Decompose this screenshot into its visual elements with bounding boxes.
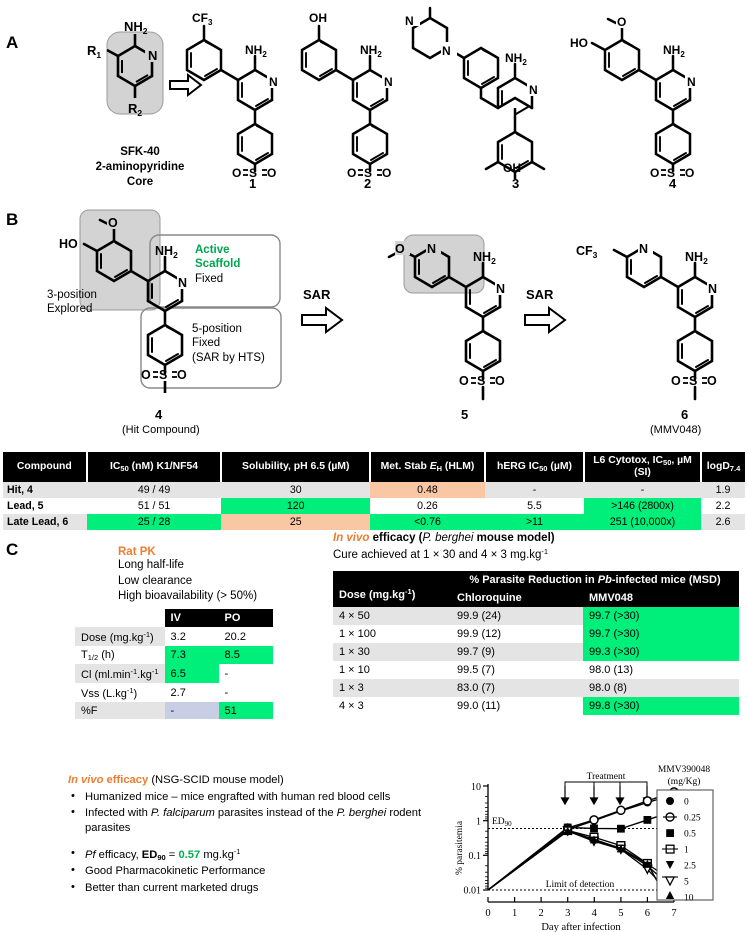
eff-dose: 1 × 3 [333, 679, 451, 697]
callout-5-line1: 5-position [192, 323, 242, 335]
cell-compound [3, 498, 87, 514]
list-item: • Humanized mice – mice engrafted with human red blood cells [68, 790, 458, 805]
eff-dose: 4 × 50 [333, 607, 451, 625]
cell-herg: >11 [485, 514, 584, 530]
svg-text:O: O [495, 374, 505, 388]
pk-row-label: Vss $(L.kg^{-1})$ [75, 683, 165, 702]
pk-row [75, 627, 273, 646]
pk-po-value: 20.2 [219, 627, 273, 646]
cell-herg: 5.5 [485, 498, 584, 514]
pk-po-value: - [219, 664, 273, 683]
cell-solubility: 30 [221, 482, 370, 498]
eff-mmv048: 98.0 (13) [583, 661, 739, 679]
eq-sign: = [165, 849, 179, 862]
ed90-unit: $mg.kg^{-1}$ [200, 847, 241, 862]
eff-mmv048: 99.7 (>30) [583, 607, 739, 625]
svg-text:O: O [347, 166, 357, 179]
core-label-3: Core [126, 176, 154, 189]
svg-text:OH: OH [309, 11, 327, 25]
compound-3-structure [400, 4, 575, 179]
svg-text:O: O [707, 374, 717, 388]
legend-label-10: 10 [684, 893, 694, 904]
svg-text:N: N [427, 242, 437, 256]
eff-row [333, 661, 739, 679]
svg-text:O: O [671, 374, 681, 388]
pk-iv-value: 2.7 [165, 683, 219, 702]
svg-text:N: N [442, 44, 451, 58]
table-row [3, 514, 745, 530]
table-row [3, 498, 745, 514]
cell-cytotox: >146 (2800x) [584, 498, 701, 514]
eff-header-row-1 [333, 571, 739, 589]
svg-text:NH2: $NH_2$ [685, 250, 708, 266]
svg-text:O: O [395, 242, 405, 256]
legend-label-05: 0.5 [684, 829, 696, 840]
svg-text:NH2: $NH_2$ [245, 43, 267, 59]
limit-detection-annotation: Limit of detection [545, 880, 615, 890]
eff-row [333, 697, 739, 715]
svg-text:NH2: $NH_2$ [663, 43, 685, 59]
eff-chloroquine: 99.9 (24) [451, 607, 583, 625]
table-row [3, 482, 745, 498]
callout-scaffold-line2: Scaffold [195, 258, 241, 271]
series-0-line [488, 795, 674, 890]
core-label-2: 2-aminopyridine [95, 161, 185, 174]
legend-label-025: 0.25 [684, 813, 701, 824]
eff-chloroquine: 99.7 (9) [451, 643, 583, 661]
svg-text:N: N [708, 282, 718, 296]
panelb-compound4-number: 4 [155, 407, 163, 422]
eff-mmv048: 99.7 (>30) [583, 625, 739, 643]
b2-post: rodent parasites [85, 807, 422, 835]
compound-3-phenol-label: OH [503, 161, 521, 175]
svg-text:O: O [685, 166, 695, 179]
eff-chloroquine: 83.0 (7) [451, 679, 583, 697]
parasitemia-chart [452, 760, 748, 932]
list-item [68, 847, 458, 863]
legend-label-1: 1 [684, 845, 689, 856]
panel-a-letter: A [6, 33, 19, 52]
svg-text:R1: $R_1$ [87, 43, 102, 60]
eff-dose: 4 × 3 [333, 697, 451, 715]
b2-mid: parasites instead of the [214, 807, 337, 820]
eff-row [333, 625, 739, 643]
svg-text:N: N [148, 48, 158, 63]
svg-text:R2: $R_2$ [128, 101, 143, 118]
svg-text:CF3: $CF_3$ [192, 11, 213, 27]
pk-row-label: Dose $(mg.kg^{-1})$ [75, 627, 165, 646]
ytick-0-1: 0.1 [468, 851, 481, 862]
cell-metstab: <0.76 [370, 514, 485, 530]
cell-solubility: 120 [221, 498, 370, 514]
eff-row [333, 679, 739, 697]
callout-scaffold-line3: Fixed [195, 272, 224, 285]
svg-text:S: S [249, 166, 258, 179]
sar-label-2: SAR [526, 287, 554, 302]
row-label-plain: Hit, [7, 483, 25, 496]
th-solubility: Solubility, pH 6.5 (µM) [221, 452, 370, 482]
efficacy-pb-subtitle: Cure achieved at 1 × 30 and 4 × 3 $mg.kg^{-1}$ [333, 546, 549, 561]
svg-text:O: O [382, 166, 392, 179]
legend-label-25: 2.5 [684, 861, 696, 872]
th-dose: Dose $(mg.kg^{-1})$ [333, 571, 451, 607]
ytick-10: 10 [471, 782, 481, 793]
th-cytotox: L6 Cytotox, $IC_{50}$, µM (SI) [584, 452, 701, 482]
cell-compound [3, 514, 87, 530]
svg-text:CF3: $CF_3$ [576, 244, 598, 260]
svg-text:N: N [639, 242, 649, 256]
series-025-line [488, 792, 674, 890]
eff-chloroquine: 99.9 (12) [451, 625, 583, 643]
legend-marker-05 [666, 829, 674, 837]
compound-6-structure [560, 215, 740, 420]
svg-text:S: S [667, 166, 676, 179]
efficacy-pb-title-species: P. berghei [422, 532, 474, 544]
efficacy-scid-title [68, 774, 458, 786]
row-label-bold: 4 [27, 483, 33, 496]
y-axis-label: % parasitemia [455, 820, 465, 876]
cell-ic50: 51 / 51 [87, 498, 222, 514]
eff-row [333, 643, 739, 661]
sar-properties-table [3, 452, 745, 530]
list-item [68, 806, 458, 836]
svg-text:O: O [650, 166, 660, 179]
th-iv: IV [165, 609, 219, 627]
pk-iv-value: - [165, 702, 219, 719]
panel-c-letter: C [6, 540, 19, 559]
cell-ic50: 49 / 49 [87, 482, 222, 498]
eff-mmv048: 99.8 (>30) [583, 697, 739, 715]
cell-herg: - [485, 482, 584, 498]
cell-metstab: 0.26 [370, 498, 485, 514]
efficacy-pb-title [333, 531, 555, 547]
th-mmv048: MMV048 [583, 589, 739, 607]
xtick-4: 4 [591, 908, 597, 919]
svg-text:S: S [477, 374, 486, 388]
cell-compound [3, 482, 87, 498]
xtick-6: 6 [644, 908, 651, 919]
scid-bullets-2 [68, 847, 458, 895]
xtick-1: 1 [511, 908, 518, 919]
pk-po-value: 8.5 [219, 646, 273, 664]
th-ic50: $IC_{50}$ (nM) K1/NF54 [87, 452, 222, 482]
sar-label-1: SAR [303, 287, 331, 302]
scid-bullets [68, 790, 458, 836]
svg-text:N: N [405, 14, 414, 28]
pk-iv-value: 7.3 [165, 646, 219, 664]
x-axis-label: Day after infection [541, 922, 621, 932]
legend-title-line2: (mg/Kg) [667, 777, 701, 787]
eff-mmv048: 99.3 (>30) [583, 643, 739, 661]
pk-row-label: Cl ($ml.\min^{-1}.kg^{-1}$ [75, 664, 165, 683]
compound-5-structure [348, 215, 523, 420]
xtick-3: 3 [565, 908, 571, 919]
th-chloroquine: Chloroquine [451, 589, 583, 607]
callout-3-position-line1: 3-position [47, 289, 97, 301]
eff-dose: 1 × 10 [333, 661, 451, 679]
rat-pk-bullet-1: Low clearance [118, 574, 193, 587]
callout-5-line3: (SAR by HTS) [192, 351, 265, 364]
svg-text:N: N [687, 75, 696, 89]
cell-cytotox: - [584, 482, 701, 498]
svg-text:NH2: $NH_2$ [473, 250, 496, 266]
core-label-1: SFK-40 [120, 146, 160, 158]
panel-b-letter: B [6, 210, 19, 229]
sar-arrow-1-icon [300, 305, 345, 335]
row-label-plain: Lead, [7, 499, 35, 512]
efficacy-pb-table [333, 571, 739, 715]
svg-text:O: O [232, 166, 242, 179]
svg-text:O: O [617, 15, 627, 29]
pf-text: efficacy, [95, 849, 142, 862]
compound-1-number: 1 [249, 176, 257, 191]
xtick-0: 0 [485, 908, 491, 919]
compound-4-number: 4 [669, 176, 677, 191]
eff-mmv048: 98.0 (8) [583, 679, 739, 697]
cell-logd: 2.6 [701, 514, 745, 530]
legend-label-5: 5 [684, 877, 689, 888]
th-po: PO [219, 609, 273, 627]
cell-solubility: 25 [221, 514, 370, 530]
svg-text:S: S [364, 166, 373, 179]
pk-row [75, 664, 273, 683]
eff-chloroquine: 99.5 (7) [451, 661, 583, 679]
pk-row [75, 702, 273, 719]
svg-text:HO: HO [59, 237, 78, 251]
svg-text:N: N [269, 75, 278, 89]
cell-logd: 2.2 [701, 498, 745, 514]
callout-scaffold-line1: Active [195, 244, 230, 256]
cell-cytotox: 251 (10,000x) [584, 514, 701, 530]
svg-text:NH2: $NH_2$ [505, 51, 527, 67]
compound-6-number: 6 [681, 407, 689, 422]
scid-title-tail: (NSG-SCID mouse model) [148, 774, 284, 786]
cell-metstab: 0.48 [370, 482, 485, 498]
callout-active-scaffold [195, 243, 240, 286]
pf-label: Pf [85, 849, 96, 862]
rat-pk-bullet-2: High bioavailability (> 50%) [118, 590, 258, 603]
cell-ic50: 25 / 28 [87, 514, 222, 530]
ed90-value: 0.57 [178, 849, 201, 862]
ytick-0-01: 0.01 [463, 885, 481, 897]
th-parasite-reduction: % Parasite Reduction in Pb-infected mice (MSD) [451, 571, 739, 589]
ed90-annotation: $ED_{90}$ [492, 817, 512, 828]
pk-po-value: - [219, 683, 273, 702]
compound-2-number: 2 [364, 176, 372, 191]
eff-dose: 1 × 100 [333, 625, 451, 643]
compound-5-number: 5 [461, 407, 469, 422]
row-label-plain: Late Lead, [7, 515, 60, 528]
row-label-bold: 5 [37, 499, 44, 512]
efficacy-pb-heading [333, 531, 555, 563]
legend-label-0: 0 [684, 797, 689, 808]
callout-5-line2: Fixed [192, 337, 221, 350]
eff-dose: 1 × 30 [333, 643, 451, 661]
pk-iv-value: 3.2 [165, 627, 219, 646]
b2-species-1: P. falciparum [150, 807, 215, 820]
svg-text:O: O [108, 216, 118, 230]
th-logd: logD$_{7.4}$ [701, 452, 745, 482]
scid-title-rest: efficacy [103, 774, 149, 786]
panelb-compound4-caption: (Hit Compound) [122, 424, 200, 436]
th-metstab: Met. Stab $E_H$ (HLM) [370, 452, 485, 482]
th-blank [75, 609, 165, 627]
svg-text:NH2: $NH_2$ [124, 19, 148, 36]
callout-5-position [192, 322, 265, 365]
xtick-5: 5 [618, 908, 624, 919]
cell-logd: 1.9 [701, 482, 745, 498]
pk-po-value: 51 [219, 702, 273, 719]
list-item: • Good Pharmacokinetic Performance [68, 864, 458, 879]
eff-chloroquine: 99.0 (11) [451, 697, 583, 715]
svg-text:S: S [159, 368, 168, 382]
efficacy-pb-title-italic: In vivo [333, 532, 370, 544]
legend-title-line1: MMV390048 [657, 765, 711, 775]
svg-text:N: N [496, 282, 506, 296]
rat-pk-table [75, 609, 273, 719]
svg-text:O: O [459, 374, 469, 388]
row-label-bold: 6 [62, 515, 69, 528]
pk-row [75, 683, 273, 702]
b2-species-2: P. berghei [336, 807, 387, 820]
svg-text:O: O [141, 368, 151, 382]
rat-pk-title: Rat PK [118, 546, 156, 558]
ytick-1: 1 [476, 816, 481, 828]
th-herg: hERG $IC_{50}$ (µM) [485, 452, 584, 482]
svg-text:O: O [177, 368, 187, 382]
svg-text:NH2: $NH_2$ [155, 244, 178, 260]
pk-row-label: %F [75, 702, 165, 719]
callout-3-position [47, 288, 97, 317]
th-compound: Compound [3, 452, 87, 482]
eff-row [333, 607, 739, 625]
compound-4-structure [570, 4, 740, 179]
pk-row-label: $T_{1/2}$ (h) [75, 646, 165, 664]
svg-text:N: N [384, 75, 393, 89]
efficacy-pb-title-tail: mouse model) [473, 532, 555, 544]
xtick-2: 2 [538, 908, 544, 919]
svg-text:HO: HO [570, 36, 588, 50]
scid-title-italic: In vivo [68, 774, 104, 786]
callout-3-position-line2: Explored [47, 303, 93, 316]
compound-6-caption: (MMV048) [650, 424, 702, 436]
efficacy-scid-block [68, 774, 458, 897]
pk-iv-value: 6.5 [165, 664, 219, 683]
svg-text:N: N [178, 276, 188, 290]
rat-pk-heading [118, 546, 257, 605]
table-header-row [3, 452, 745, 482]
svg-text:S: S [689, 374, 698, 388]
list-item: • Better than current marketed drugs [68, 881, 458, 896]
compound-3-number: 3 [512, 176, 520, 191]
treatment-annotation: Treatment [586, 772, 626, 782]
pk-row [75, 646, 273, 664]
pk-header-row [75, 609, 273, 627]
svg-text:O: O [267, 166, 277, 179]
ed90-label: $ED_{90}$ [141, 849, 166, 863]
rat-pk-bullet-0: Long half-life [118, 559, 184, 571]
b2-pre: Infected with [85, 807, 151, 820]
legend-marker-0 [666, 797, 674, 805]
xtick-7: 7 [671, 908, 677, 919]
efficacy-pb-title-rest: efficacy ( [369, 532, 423, 544]
svg-text:N: N [529, 83, 538, 97]
svg-text:NH2: $NH_2$ [360, 43, 382, 59]
